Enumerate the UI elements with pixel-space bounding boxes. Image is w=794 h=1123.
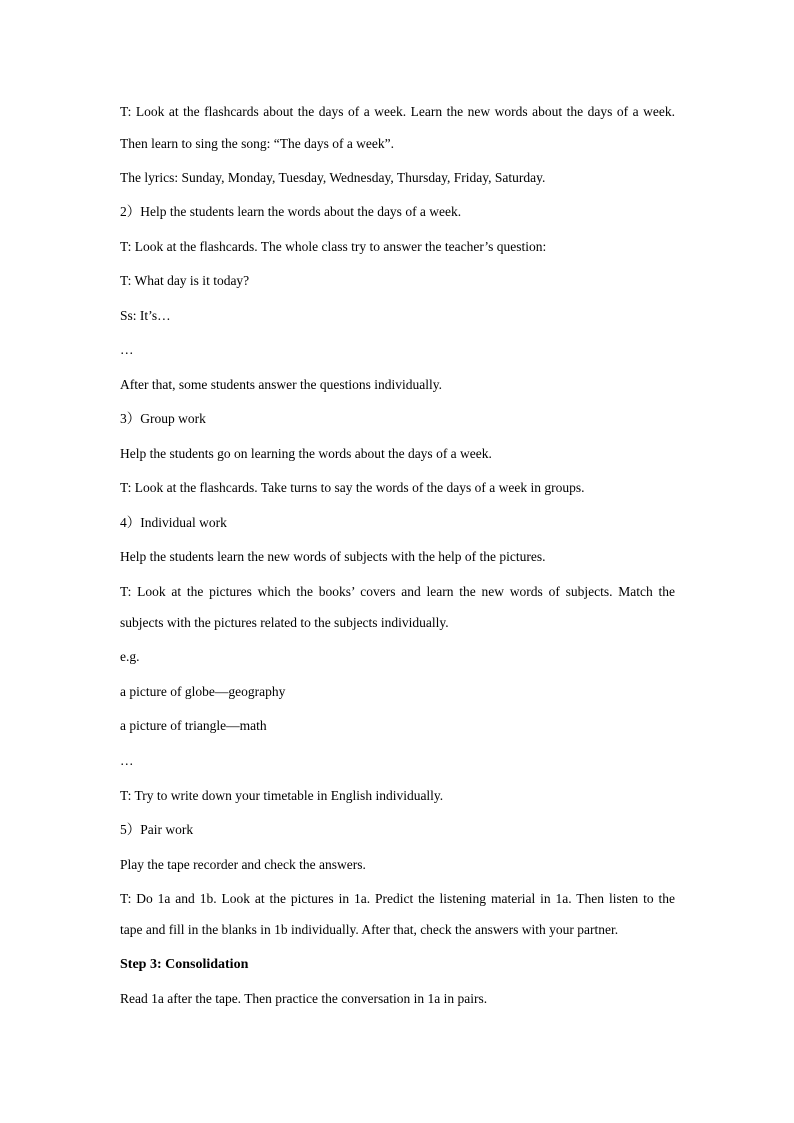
ellipsis-line: … [120, 342, 134, 357]
step-heading: 5）Pair work [120, 822, 194, 837]
example-line: a picture of triangle—math [120, 718, 267, 733]
paragraph-line: Then learn to sing the song: “The days of a week”. [120, 136, 395, 151]
example-label: e.g. [120, 649, 140, 664]
paragraph-line: Help the students go on learning the words about the days of a week. [120, 446, 492, 461]
paragraph-line: Read 1a after the tape. Then practice the conversation in 1a in pairs. [120, 991, 488, 1006]
paragraph-line: T: Look at the flashcards about the days of a week. Learn the new words about the days of a week. [120, 104, 675, 119]
step-heading: 3）Group work [120, 411, 206, 426]
paragraph-line: tape and fill in the blanks in 1b individually. After that, check the answers with your partner. [120, 922, 619, 937]
paragraph-line: The lyrics: Sunday, Monday, Tuesday, Wednesday, Thursday, Friday, Saturday. [120, 170, 546, 185]
example-line: a picture of globe—geography [120, 684, 286, 699]
paragraph-line: T: Look at the flashcards. Take turns to say the words of the days of a week in groups. [120, 480, 585, 495]
paragraph-line: T: Look at the flashcards. The whole class try to answer the teacher’s question: [120, 239, 547, 254]
paragraph-line: T: Look at the pictures which the books’ covers and learn the new words of subjects. Match the [120, 584, 675, 599]
paragraph-line: T: Do 1a and 1b. Look at the pictures in 1a. Predict the listening material in 1a. Then listen to the [120, 891, 675, 906]
paragraph-line: After that, some students answer the questions individually. [120, 377, 442, 392]
step-heading: 4）Individual work [120, 515, 227, 530]
paragraph-line: Play the tape recorder and check the answers. [120, 857, 366, 872]
dialogue-line: T: What day is it today? [120, 273, 250, 288]
paragraph-line: Help the students learn the new words of subjects with the help of the pictures. [120, 549, 546, 564]
paragraph-line: T: Try to write down your timetable in English individually. [120, 788, 444, 803]
dialogue-line: Ss: It’s… [120, 308, 171, 323]
step-heading: 2）Help the students learn the words about the days of a week. [120, 204, 462, 219]
section-heading: Step 3: Consolidation [120, 957, 249, 972]
ellipsis-line: … [120, 753, 134, 768]
paragraph-line: subjects with the pictures related to the subjects individually. [120, 615, 449, 630]
